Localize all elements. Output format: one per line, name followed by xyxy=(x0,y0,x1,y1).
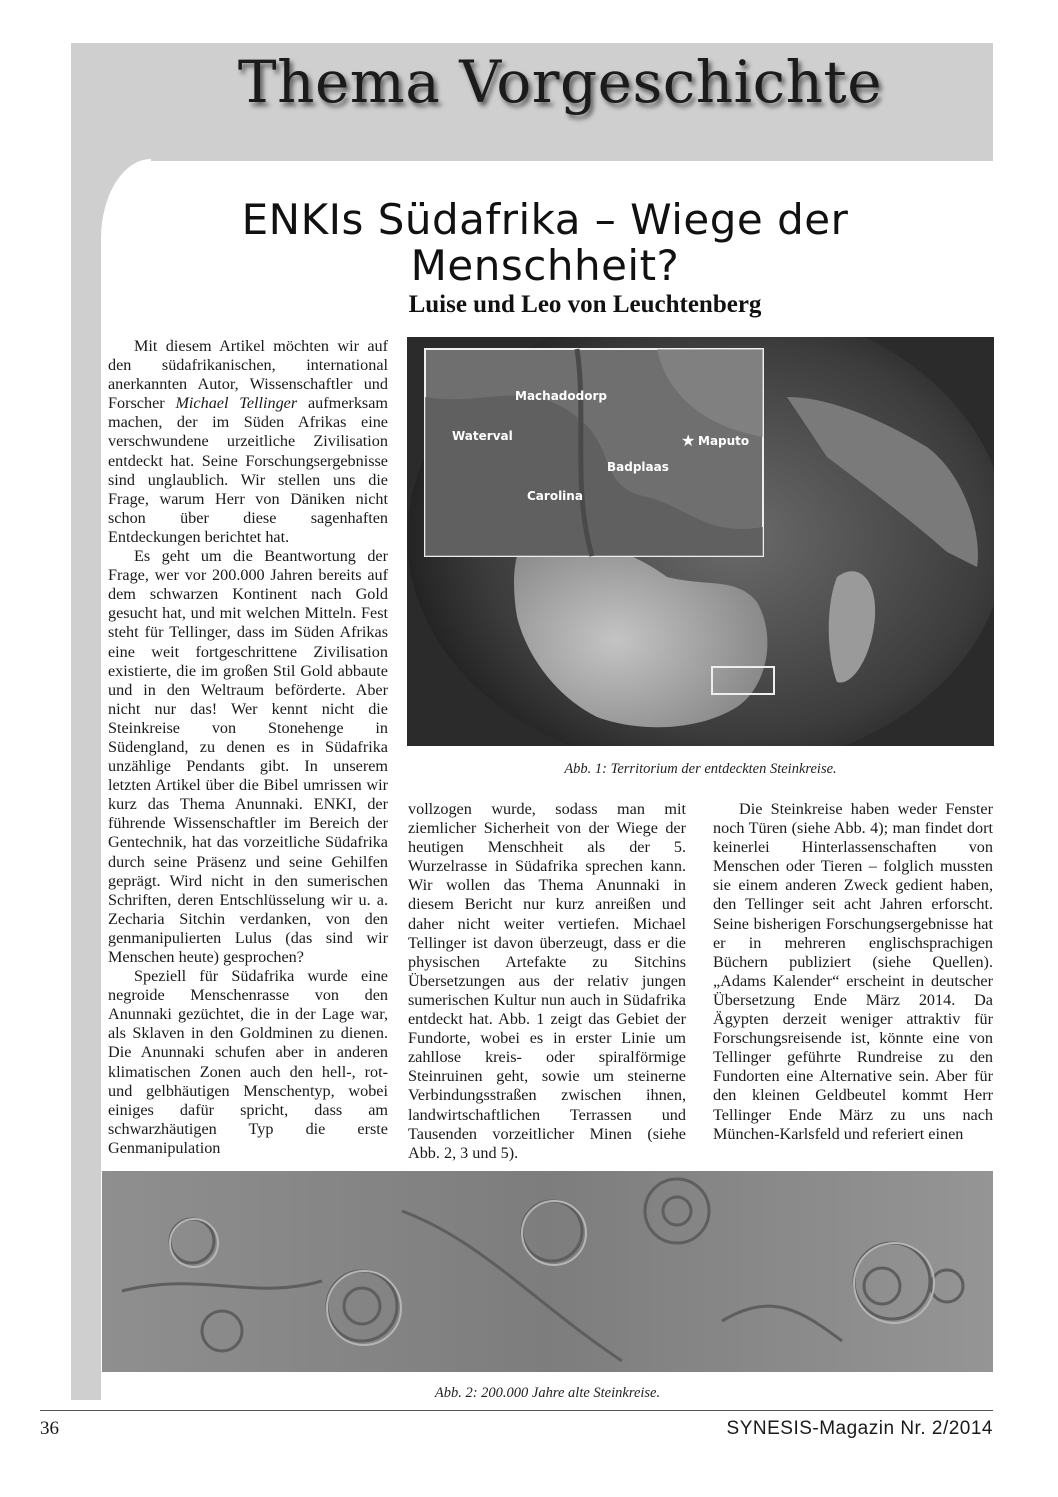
figure-1-caption: Abb. 1: Territorium der entdeckten Steinkreise. xyxy=(564,761,837,777)
map-label-machadodorp: Machadodorp xyxy=(515,389,607,403)
footer-divider xyxy=(40,1410,993,1411)
magazine-name: SYNESIS-Magazin Nr. 2/2014 xyxy=(726,1418,993,1439)
text-column-3 xyxy=(713,800,993,1144)
map-label-badplaas: Badplaas xyxy=(607,460,669,474)
text-column-2 xyxy=(408,800,686,1163)
map-label-waterval: Waterval xyxy=(452,429,513,443)
headline-line-2: Menschheit? xyxy=(410,241,680,290)
article-authors: Luise und Leo von Leuchtenberg xyxy=(408,291,762,318)
map-label-carolina: Carolina xyxy=(527,489,583,503)
page-number: 36 xyxy=(40,1418,59,1439)
paragraph: Speziell für Südafrika wurde eine negroide Menschenrasse von den Anunnaki gezüchtet, die in der Lage war, als Sklaven in den Goldminen zu dienen. Die Anunnaki schufen aber in anderen klimatischen Zonen auch den hell-, rot- und gelbhäutigen Menschentyp, wobei einiges dafür spricht, dass am schwarzhäutigen Typ die erste Genmanipulation xyxy=(108,967,388,1157)
section-title: Thema Vorgeschichte xyxy=(237,48,883,116)
paragraph: Mit diesem Artikel möchten wir auf den südafrikanischen, international anerkannten Autor, Wissenschaftler und Forscher Michael Tellinger aufmerksam machen, der im Süden Afrikas eine verschwundene urzeitliche Zivilisation entdeckt hat. Seine Forschungsergebnisse sind unglaublich. Wir stellen uns die Frage, warum Herr von Däniken nicht schon über diese sagenhaften Entdeckungen berichtet hat. xyxy=(108,337,388,546)
figure-1-satellite-map xyxy=(407,337,994,746)
paragraph: vollzogen wurde, sodass man mit ziemlicher Sicherheit von der Wiege der heutigen Menschheit als der 5. Wurzelrasse in Südafrika sprechen kann. Wir wollen das Thema Anunnaki in diesem Bericht nur kurz anreißen und daher nicht weiter vertiefen. Michael Tellinger ist davon überzeugt, dass er die physischen Artefakte zu Sitchins Übersetzungen aus der relativ jungen sumerischen Kultur nun auch in Südafrika entdeckt hat. Abb. 1 zeigt das Gebiet der Fundorte, wobei es in erster Linie um zahllose kreis- oder spiralförmige Steinruinen geht, sowie um steinerne Verbindungsstraßen zwischen ihnen, landwirtschaftlichen Terrassen und Tausenden vorzeitlicher Minen (siehe Abb. 2, 3 und 5). xyxy=(408,800,686,1162)
star-icon: ★ xyxy=(681,433,696,450)
side-band xyxy=(71,43,101,1400)
paragraph: Es geht um die Beantwortung der Frage, wer vor 200.000 Jahren bereits auf dem schwarzen Kontinent nach Gold gesucht hat, und mit welchen Mitteln. Fest steht für Tellinger, dass im Süden Afrikas eine weit fortgeschrittene Zivilisation existierte, die im großen Stil Gold abbaute und in den Weltraum beförderte. Aber nicht nur das! Wer kennt nicht die Steinkreise von Stonehenge in Südengland, zu denen es in Südafrika unzählige Pendants gibt. In unserem letzten Artikel über die Bibel umrissen wir kurz das Thema Anunnaki. ENKI, der führende Wissenschaftler im Bereich der Gentechnik, hat das vorzeitliche Südafrika durch seine Präsenz und seine Gehilfen geprägt. Wird nicht in den sumerischen Schriften, deren Entschlüsselung wir u. a. Zecharia Sitchin verdanken, von den genmanipulierten Lulus (das sind wir Menschen heute) gesprochen? xyxy=(108,547,388,966)
band-corner xyxy=(71,159,151,239)
article-headline xyxy=(150,197,940,289)
figure-2-caption: Abb. 2: 200.000 Jahre alte Steinkreise. xyxy=(434,1385,661,1401)
text-column-1 xyxy=(108,337,388,1158)
person-name: Michael Tellinger xyxy=(175,394,298,413)
headline-line-1: ENKIs Südafrika – Wiege der xyxy=(241,195,849,244)
paragraph: Die Steinkreise haben weder Fenster noch Türen (siehe Abb. 4); man findet dort keinerlei Hinterlassenschaften von Menschen oder Tieren – folglich mussten sie einem anderen Zweck gedient haben, den Tellinger seit acht Jahren erforscht. Seine bisherigen Forschungsergebnisse hat er in mehreren englischsprachigen Büchern publiziert (siehe Quellen). „Adams Kalender“ erscheint in deutscher Übersetzung Ende März 2014. Da Ägypten derzeit weniger attraktiv für Forschungsreisende ist, könnte eine von Tellinger geführte Rundreise zu den Fundorten eine Alternative sein. Aber für den kleinen Geldbeutel kommt Herr Tellinger Ende März zu uns nach München-Karlsfeld und referiert einen xyxy=(713,800,993,1143)
map-label-maputo: Maputo xyxy=(698,434,750,448)
figure-2-stone-circles-photo xyxy=(102,1171,993,1372)
